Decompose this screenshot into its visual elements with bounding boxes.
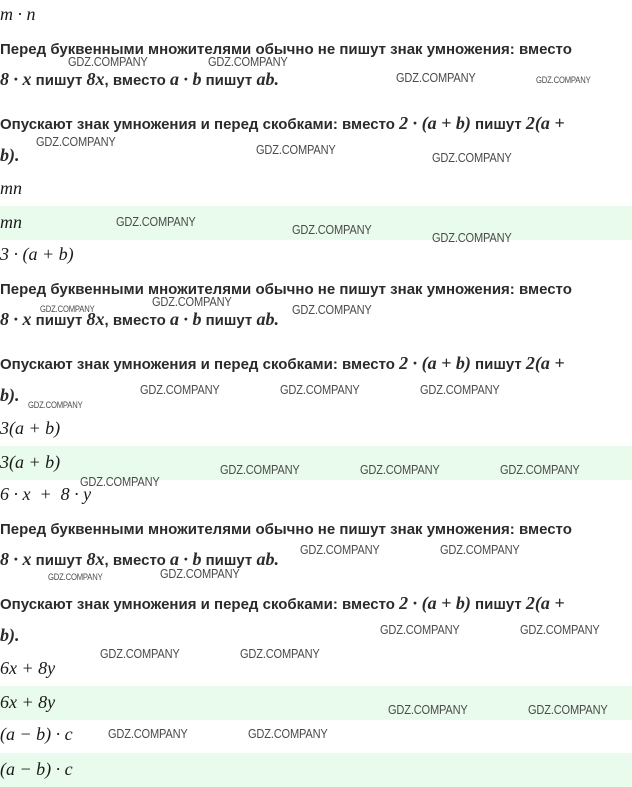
watermark: GDZ.COMPANY bbox=[100, 646, 180, 661]
math-inline: b). bbox=[0, 145, 20, 165]
watermark: GDZ.COMPANY bbox=[256, 142, 336, 157]
watermark: GDZ.COMPANY bbox=[116, 214, 196, 229]
watermark: GDZ.COMPANY bbox=[388, 702, 468, 717]
watermark: GDZ.COMPANY bbox=[220, 462, 300, 477]
explanation-text: , вместо bbox=[104, 72, 166, 89]
answer-2: 3(a + b) bbox=[0, 452, 61, 472]
watermark: GDZ.COMPANY bbox=[440, 542, 520, 557]
watermark: GDZ.COMPANY bbox=[520, 622, 600, 637]
math-inline: a · b bbox=[169, 69, 202, 89]
watermark: GDZ.COMPANY bbox=[248, 726, 328, 741]
watermark: GDZ.COMPANY bbox=[40, 304, 95, 314]
math-inline: ab bbox=[256, 309, 275, 329]
watermark: GDZ.COMPANY bbox=[420, 382, 500, 397]
result-1: mn bbox=[0, 178, 22, 198]
watermark: GDZ.COMPANY bbox=[48, 572, 103, 582]
watermark: GDZ.COMPANY bbox=[28, 400, 83, 410]
answer-3: 6x + 8y bbox=[0, 692, 56, 712]
math-inline: 2 · (a + b) bbox=[399, 353, 471, 373]
math-inline: ab bbox=[256, 69, 275, 89]
watermark: GDZ.COMPANY bbox=[536, 75, 591, 85]
math-inline: 8 · x bbox=[0, 309, 32, 329]
expression-4: (a − b) · c bbox=[0, 724, 73, 744]
explanation-text: Перед буквенными множителями обычно не пишут знак умножения: вместо bbox=[0, 281, 572, 298]
math-inline: 8 · x bbox=[0, 69, 32, 89]
explanation-text: пишут bbox=[475, 596, 522, 613]
math-inline: a · b bbox=[169, 309, 202, 329]
watermark: GDZ.COMPANY bbox=[292, 222, 372, 237]
explanation-line bbox=[0, 114, 565, 134]
watermark: GDZ.COMPANY bbox=[80, 474, 160, 489]
explanation-text: пишут bbox=[205, 552, 253, 569]
math-inline: 2 · (a + b) bbox=[399, 113, 471, 133]
math-inline: ab bbox=[256, 549, 275, 569]
answer-1: mn bbox=[0, 212, 22, 232]
explanation-text: , вместо bbox=[104, 552, 166, 569]
explanation-line bbox=[0, 70, 279, 90]
math-inline: 8x bbox=[86, 69, 105, 89]
math-inline: . bbox=[274, 69, 279, 89]
math-inline: 8x bbox=[86, 549, 105, 569]
watermark: GDZ.COMPANY bbox=[432, 150, 512, 165]
result-2: 3(a + b) bbox=[0, 418, 61, 438]
explanation-text: Перед буквенными множителями обычно не пишут знак умножения: вместо bbox=[0, 41, 572, 58]
expression-3: 6 · x + 8 · y bbox=[0, 484, 92, 504]
watermark: GDZ.COMPANY bbox=[380, 622, 460, 637]
explanation-text: пишут bbox=[35, 552, 83, 569]
watermark: GDZ.COMPANY bbox=[300, 542, 380, 557]
explanation-text: пишут bbox=[35, 312, 83, 329]
watermark: GDZ.COMPANY bbox=[396, 70, 476, 85]
answer-box-4 bbox=[0, 753, 632, 787]
explanation-text: пишут bbox=[475, 356, 522, 373]
math-inline: 2 · (a + b) bbox=[399, 593, 471, 613]
watermark: GDZ.COMPANY bbox=[36, 134, 116, 149]
explanation-text: Опускают знак умножения и перед скобками: вместо bbox=[0, 356, 395, 373]
explanation-line bbox=[0, 354, 565, 374]
math-inline: . bbox=[274, 549, 279, 569]
math-inline: b). bbox=[0, 625, 20, 645]
explanation-text: Опускают знак умножения и перед скобками: вместо bbox=[0, 596, 395, 613]
math-inline: 2(a + bbox=[525, 593, 565, 613]
expression-2: 3 · (a + b) bbox=[0, 244, 74, 264]
watermark: GDZ.COMPANY bbox=[152, 294, 232, 309]
math-inline: b). bbox=[0, 385, 20, 405]
explanation-text: , вместо bbox=[104, 312, 166, 329]
math-inline: . bbox=[274, 309, 279, 329]
watermark: GDZ.COMPANY bbox=[500, 462, 580, 477]
explanation-text: пишут bbox=[205, 312, 253, 329]
math-inline: 8x bbox=[86, 309, 105, 329]
answer-4: (a − b) · c bbox=[0, 759, 73, 779]
watermark: GDZ.COMPANY bbox=[360, 462, 440, 477]
watermark: GDZ.COMPANY bbox=[160, 566, 240, 581]
watermark: GDZ.COMPANY bbox=[240, 646, 320, 661]
explanation-line bbox=[0, 594, 565, 614]
math-inline: 2(a + bbox=[525, 353, 565, 373]
explanation-text: пишут bbox=[475, 116, 522, 133]
explanation-text: Опускают знак умножения и перед скобками: вместо bbox=[0, 116, 395, 133]
explanation-text: пишут bbox=[205, 72, 253, 89]
math-inline: 2(a + bbox=[525, 113, 565, 133]
watermark: GDZ.COMPANY bbox=[108, 726, 188, 741]
watermark: GDZ.COMPANY bbox=[68, 54, 148, 69]
watermark: GDZ.COMPANY bbox=[140, 382, 220, 397]
watermark: GDZ.COMPANY bbox=[528, 702, 608, 717]
watermark: GDZ.COMPANY bbox=[208, 54, 288, 69]
explanation-text: Перед буквенными множителями обычно не пишут знак умножения: вместо bbox=[0, 521, 572, 538]
expression-1: m · n bbox=[0, 4, 36, 24]
watermark: GDZ.COMPANY bbox=[280, 382, 360, 397]
watermark: GDZ.COMPANY bbox=[432, 230, 512, 245]
result-3: 6x + 8y bbox=[0, 658, 56, 678]
watermark: GDZ.COMPANY bbox=[292, 302, 372, 317]
math-inline: 8 · x bbox=[0, 549, 32, 569]
explanation-text: пишут bbox=[35, 72, 83, 89]
math-inline: a · b bbox=[169, 549, 202, 569]
